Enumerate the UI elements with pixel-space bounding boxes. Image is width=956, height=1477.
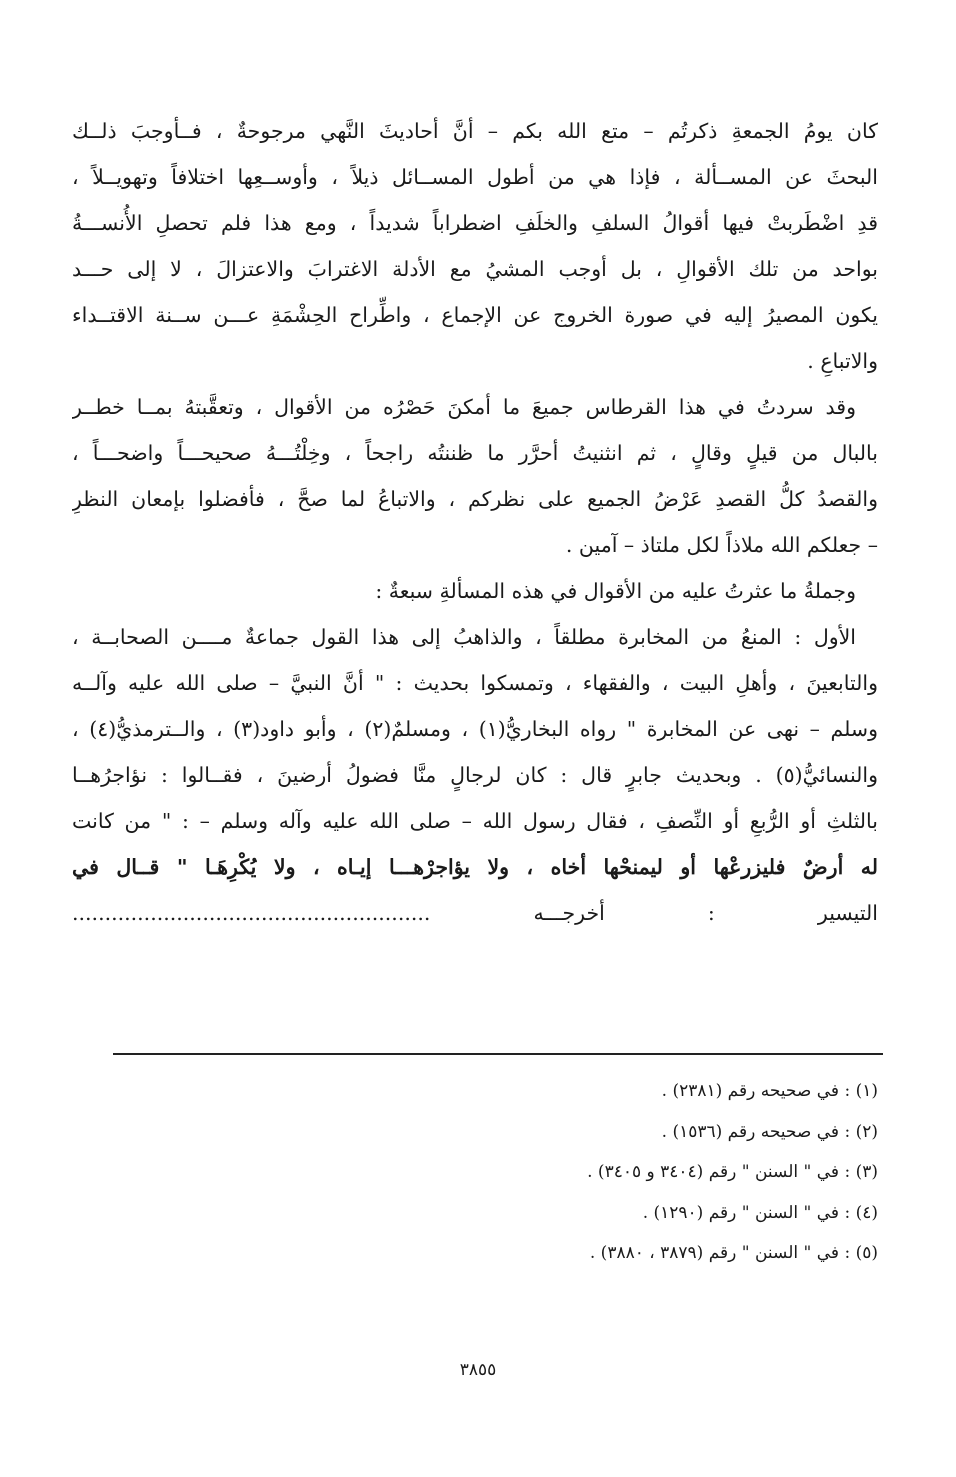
text-line-15: والنسائيُّ(٥) . وبحديث جابرٍ قال : كان لرجالٍ منَّا فضولُ أرضينَ ، فقــالوا : نؤاجرُهــا [72, 763, 878, 787]
text-line-3: قدِ اضْطَربتْ فيها أقوالُ السلفِ والخلَفِ اضطراباً شديداً ، ومع هذا فلم تحصلِ الأُنســـةُ [72, 211, 878, 235]
text-line-14: وسلم – نهى عن المخابرة " رواه البخاريُّ(١) ، ومسلمٌ(٢) ، وأبو داود(٣) ، والــترمذيُّ(٤) ، [72, 717, 878, 741]
text-line-2: البحثَ عن المســألة ، فإذا هي من أطول المســائل ذيلاً ، وأوســعِها اختلافاً وتهويــلاً ، [72, 165, 878, 189]
text-line-6: والاتباعِ . [807, 349, 878, 373]
text-line-12: الأول : المنعُ من المخابرة مطلقاً ، والذاهبُ إلى هذا القول جماعةٌ مــــن الصحابــة ، [72, 625, 856, 649]
footnote-3: (٣) : في " السنن " رقم (٣٤٠٤ و ٣٤٠٥) . [587, 1162, 878, 1182]
page-number: ٣٨٥٥ [459, 1360, 497, 1380]
text-line-18: التيسير : أخرجـــه ....................................................... [72, 901, 878, 925]
text-line-17: له أرضٌ فليزرعْها أو ليمنحْها أخاه ، ولا يؤاجرْهـــا إيـاه ، ولا يُكْرِهَـا " قــال في [72, 855, 878, 879]
text-line-5: يكون المصيرُ إليه في صورة الخروج عن الإجماع ، واطِّراح الحِشْمَةِ عـــن ســنة الاقتــداء [72, 303, 878, 327]
footnote-4: (٤) : في " السنن " رقم (١٢٩٠) . [642, 1202, 878, 1223]
text-line-1: كان يومُ الجمعةِ ذكرتُم – متع الله بكم – أنَّ أحاديثَ النَّهي مرجوحةٌ ، فــأوجبَ ذلــك [72, 119, 878, 143]
footnotes [72, 1071, 878, 1274]
footnote-divider [113, 1053, 883, 1055]
text-line-16: بالثلثِ أو الرُّبعِ أو النِّصفِ ، فقال رسول الله – صلى الله عليه وآله وسلم – : " من كانت [72, 809, 878, 833]
text-line-10: – جعلكم الله ملاذاً لكل ملتاذ – آمين . [565, 533, 878, 557]
text-line-13: والتابعينَ ، وأهلِ البيت ، والفقهاء ، وتمسكوا بحديث : " أنَّ النبيَّ – صلى الله عليه وآلــه [72, 671, 878, 695]
text-line-8: بالبال من قيلٍ وقالٍ ، ثم انثنيتُ أحرَّر ما ظننتُه راجحاً ، وخِلْتُـــهُ صحيحـــاً واضحـــاً ، [72, 441, 878, 465]
text-line-4: بواحد من تلك الأقوالِ ، بل أوجب المشيُ مع الأدلة الاغترابَ والاعتزالَ ، لا إلى حـــد [72, 257, 878, 281]
footnote-2: (٢) : في صحيحه رقم (١٥٣٦) . [661, 1121, 878, 1142]
text-line-11: وجملةُ ما عثرتُ عليه من الأقوال في هذه المسألةِ سبعةٌ : [375, 579, 856, 603]
footnote-1: (١) : في صحيحه رقم (٢٣٨١) . [661, 1081, 878, 1101]
footnote-5: (٥) : في " السنن " رقم (٣٨٧٩ ، ٣٨٨٠) . [589, 1243, 878, 1263]
text-line-7: وقد سردتُ في هذا القرطاس جميعَ ما أمكنَ حَصْرُه من الأقوال ، وتعقَّبتهُ بمــا خطــر [72, 395, 856, 419]
text-line-9: والقصدُ كلُّ القصدِ عَرْضُ الجميع على نظركم ، والاتباعُ لما صحَّ ، فأفضلوا بإمعان النظرِ [72, 487, 878, 511]
body-text [72, 108, 878, 936]
